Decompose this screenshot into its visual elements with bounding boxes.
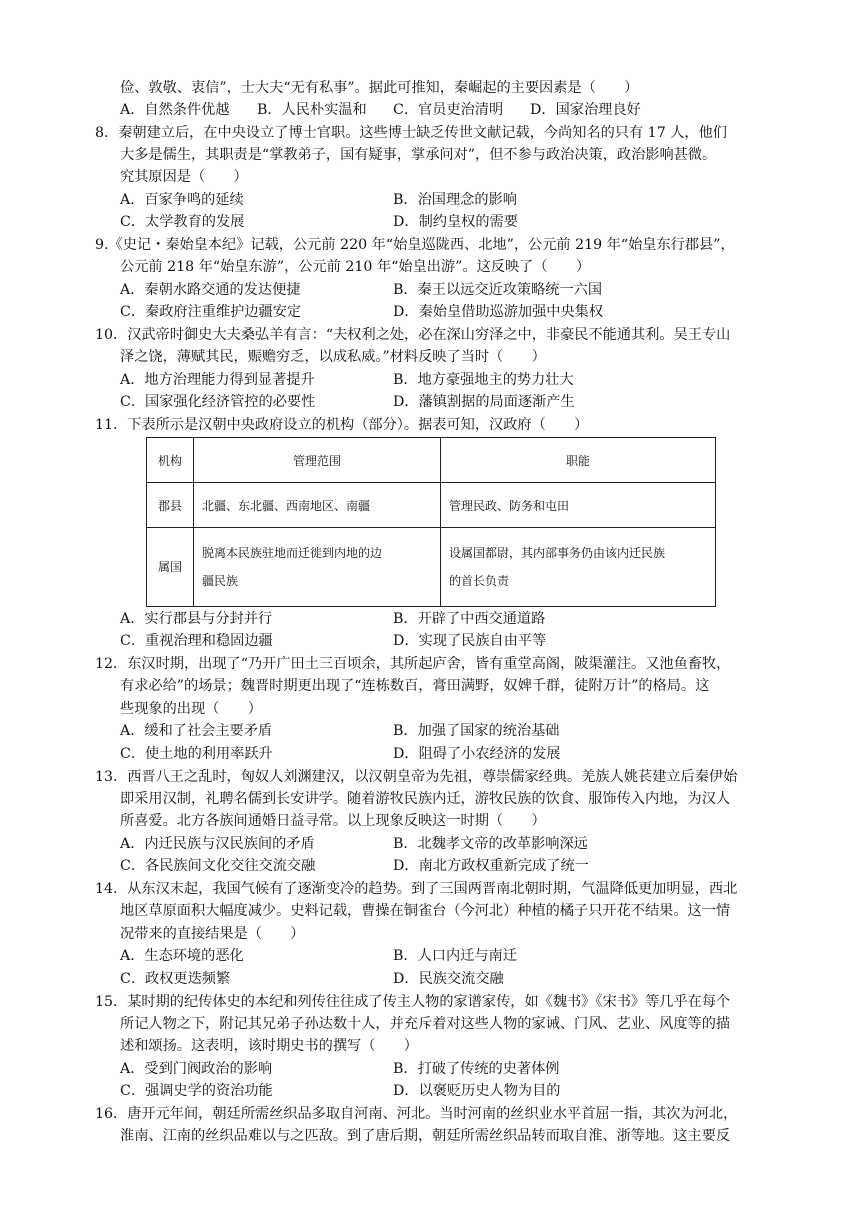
question-9-option-d: D．秦始皇借助巡游加强中央集权 bbox=[393, 304, 604, 320]
question-12-option-a: A．缓和了社会主要矛盾 bbox=[120, 723, 273, 739]
question-16-line-2: 淮南、江南的丝织品难以与之匹敌。到了唐后期，朝廷所需丝织品转而取自淮、浙等地。这主要反 bbox=[120, 1128, 731, 1144]
table-cell bbox=[441, 483, 716, 528]
question-10-option-d: D．藩镇割据的局面逐渐产生 bbox=[393, 394, 575, 410]
question-15-option-b: B．打破了传统的史著体例 bbox=[393, 1061, 560, 1077]
question-15-line-1: 15．某时期的纪传体史的本纪和列传往往成了传主人物的家谱家传，如《魏书》《宋书》等几乎在每个 bbox=[95, 994, 731, 1010]
question-8-option-d: D．制约皇权的需要 bbox=[393, 214, 518, 230]
question-9-option-b: B．秦王以远交近攻策略统一六国 bbox=[393, 282, 603, 298]
question-12-line-3: 些现象的出现（ ） bbox=[120, 701, 262, 717]
question-9-option-a: A．秦朝水路交通的发达便捷 bbox=[120, 282, 301, 298]
question-8-line-2: 大多是儒生，其职责是“掌教弟子，国有疑事，掌承问对”，但不参与政治决策，政治影响甚微。 bbox=[120, 147, 717, 163]
question-10-option-a: A．地方治理能力得到显著提升 bbox=[120, 372, 315, 388]
question-12-option-c: C．使土地的利用率跃升 bbox=[120, 746, 273, 762]
question-11-option-a: A．实行郡县与分封并行 bbox=[120, 611, 273, 627]
question-9-line-2: 公元前 218 年“始皇东游”，公元前 210 年“始皇出游”。这反映了（ ） bbox=[120, 259, 591, 275]
table-cell-text: 的首长负责 bbox=[449, 574, 510, 588]
question-8-option-b: B．治国理念的影响 bbox=[393, 192, 517, 208]
question-8-line-3: 究其原因是（ ） bbox=[120, 169, 248, 185]
institutions-table bbox=[146, 437, 716, 607]
table-row bbox=[147, 528, 716, 607]
table-cell-text: 设属国都尉，其内部事务仍由该内迁民族 bbox=[449, 546, 666, 560]
question-13-option-a: A．内迁民族与汉民族间的矛盾 bbox=[120, 836, 315, 852]
question-14-line-2: 地区草原面积大幅度减少。史料记载，曹操在铜雀台（今河北）种植的橘子只开花不结果。这一情 bbox=[120, 903, 731, 919]
question-15-option-a: A．受到门阀政治的影响 bbox=[120, 1061, 273, 1077]
question-14-option-a: A．生态环境的恶化 bbox=[120, 948, 244, 964]
question-10-line-1: 10．汉武帝时御史大夫桑弘羊有言：“夫权利之处，必在深山穷泽之中，非豪民不能通其利。吴王专山 bbox=[95, 327, 731, 343]
question-14-line-3: 况带来的直接结果是（ ） bbox=[120, 926, 305, 942]
table-header-cell: 职能 bbox=[441, 438, 716, 483]
table-header-row bbox=[147, 438, 716, 483]
question-7-option-d: D．国家治理良好 bbox=[530, 102, 641, 118]
table-cell bbox=[441, 528, 716, 607]
question-15-option-d: D．以褒贬历史人物为目的 bbox=[393, 1083, 561, 1099]
question-12-option-b: B．加强了国家的统治基础 bbox=[393, 723, 560, 739]
table-cell bbox=[194, 528, 441, 607]
question-15-line-3: 述和颂扬。这表明，该时期史书的撰写（ ） bbox=[120, 1038, 418, 1054]
question-12-option-d: D．阻碍了小农经济的发展 bbox=[393, 746, 561, 762]
question-7-option-a: A．自然条件优越 bbox=[120, 102, 230, 118]
question-15-line-2: 所记人物之下，附记其兄弟子孙达数十人，并充斥着对这些人物的家诫、门风、艺业、风度等的描 bbox=[120, 1016, 731, 1032]
question-13-option-b: B．北魏孝文帝的改革影响深远 bbox=[393, 836, 588, 852]
question-11-option-c: C．重视治理和稳固边疆 bbox=[120, 633, 273, 649]
question-7-stem-tail: 俭、敦敬、衷信”，士大夫“无有私事”。据此可推知，秦崛起的主要因素是（ ） bbox=[120, 80, 639, 96]
question-10-option-c: C．国家强化经济管控的必要性 bbox=[120, 394, 316, 410]
question-11-option-d: D．实现了民族自由平等 bbox=[393, 633, 547, 649]
table-cell: 郡县 bbox=[147, 483, 194, 528]
table-cell-text: 北疆、东北疆、西南地区、南疆 bbox=[202, 498, 371, 513]
question-11-line-1: 11．下表所示是汉朝中央政府设立的机构（部分）。据表可知，汉政府（ ） bbox=[95, 417, 589, 433]
question-8-option-a: A．百家争鸣的延续 bbox=[120, 192, 244, 208]
question-14-option-c: C．政权更迭频繁 bbox=[120, 971, 231, 987]
table-cell: 属国 bbox=[147, 528, 194, 607]
question-7-option-b: B．人民朴实温和 bbox=[257, 102, 367, 118]
table-cell-text: 脱离本民族驻地而迁徙到内地的边 bbox=[202, 546, 383, 560]
question-14-line-1: 14．从东汉末起，我国气候有了逐渐变冷的趋势。到了三国两晋南北朝时期，气温降低更加明显，西北 bbox=[95, 881, 738, 897]
question-14-option-d: D．民族交流交融 bbox=[393, 971, 504, 987]
question-15-option-c: C．强调史学的资治功能 bbox=[120, 1083, 273, 1099]
question-13-option-c: C．各民族间文化交往交流交融 bbox=[120, 858, 316, 874]
question-13-option-d: D．南北方政权重新完成了统一 bbox=[393, 858, 589, 874]
question-9-option-c: C．秦政府注重维护边疆安定 bbox=[120, 304, 302, 320]
table-header-cell: 机构 bbox=[147, 438, 194, 483]
table-cell-text: 管理民政、防务和屯田 bbox=[449, 498, 570, 513]
question-8-option-c: C．太学教育的发展 bbox=[120, 214, 245, 230]
table-header-cell: 管理范围 bbox=[194, 438, 441, 483]
question-13-line-2: 即采用汉制，礼聘名儒到长安讲学。随着游牧民族内迁，游牧民族的饮食、服饰传入内地，为汉人 bbox=[120, 791, 731, 807]
question-12-line-1: 12．东汉时期，出现了“乃开广田土三百顷余，其所起庐舍，皆有重堂高阁，陂渠灌注。又池鱼畜牧， bbox=[95, 656, 731, 672]
question-13-line-1: 13．西晋八王之乱时，匈奴人刘渊建汉，以汉朝皇帝为先祖，尊崇儒家经典。羌族人姚苌建立后秦伊始 bbox=[95, 769, 738, 785]
question-16-line-1: 16．唐开元年间，朝廷所需丝织品多取自河南、河北。当时河南的丝织业水平首屈一指，其次为河北， bbox=[95, 1106, 738, 1122]
question-9-line-1: 9.《史记・秦始皇本纪》记载，公元前 220 年“始皇巡陇西、北地”，公元前 219 年“始皇东行郡县”， bbox=[95, 237, 735, 253]
question-11-option-b: B．开辟了中西交通道路 bbox=[393, 611, 546, 627]
question-10-line-2: 泽之饶，薄赋其民，赈赡穷乏，以成私威。”材料反映了当时（ ） bbox=[120, 349, 546, 365]
question-7-option-c: C．官员吏治清明 bbox=[393, 102, 504, 118]
question-14-option-b: B．人口内迁与南迁 bbox=[393, 948, 517, 964]
question-8-line-1: 8．秦朝建立后，在中央设立了博士官职。这些博士缺乏传世文献记载，今尚知名的只有 17 人，他们 bbox=[95, 125, 727, 141]
table-row bbox=[147, 483, 716, 528]
table-cell bbox=[194, 483, 441, 528]
table-cell-text: 疆民族 bbox=[202, 574, 239, 588]
question-12-line-2: 有求必给”的场景；魏晋时期更出现了“连栋数百，膏田满野，奴婢千群，徒附万计”的格局。这 bbox=[120, 678, 710, 694]
question-10-option-b: B．地方豪强地主的势力壮大 bbox=[393, 372, 574, 388]
question-13-line-3: 所喜爱。北方各族间通婚日益寻常。以上现象反映这一时期（ ） bbox=[120, 813, 546, 829]
